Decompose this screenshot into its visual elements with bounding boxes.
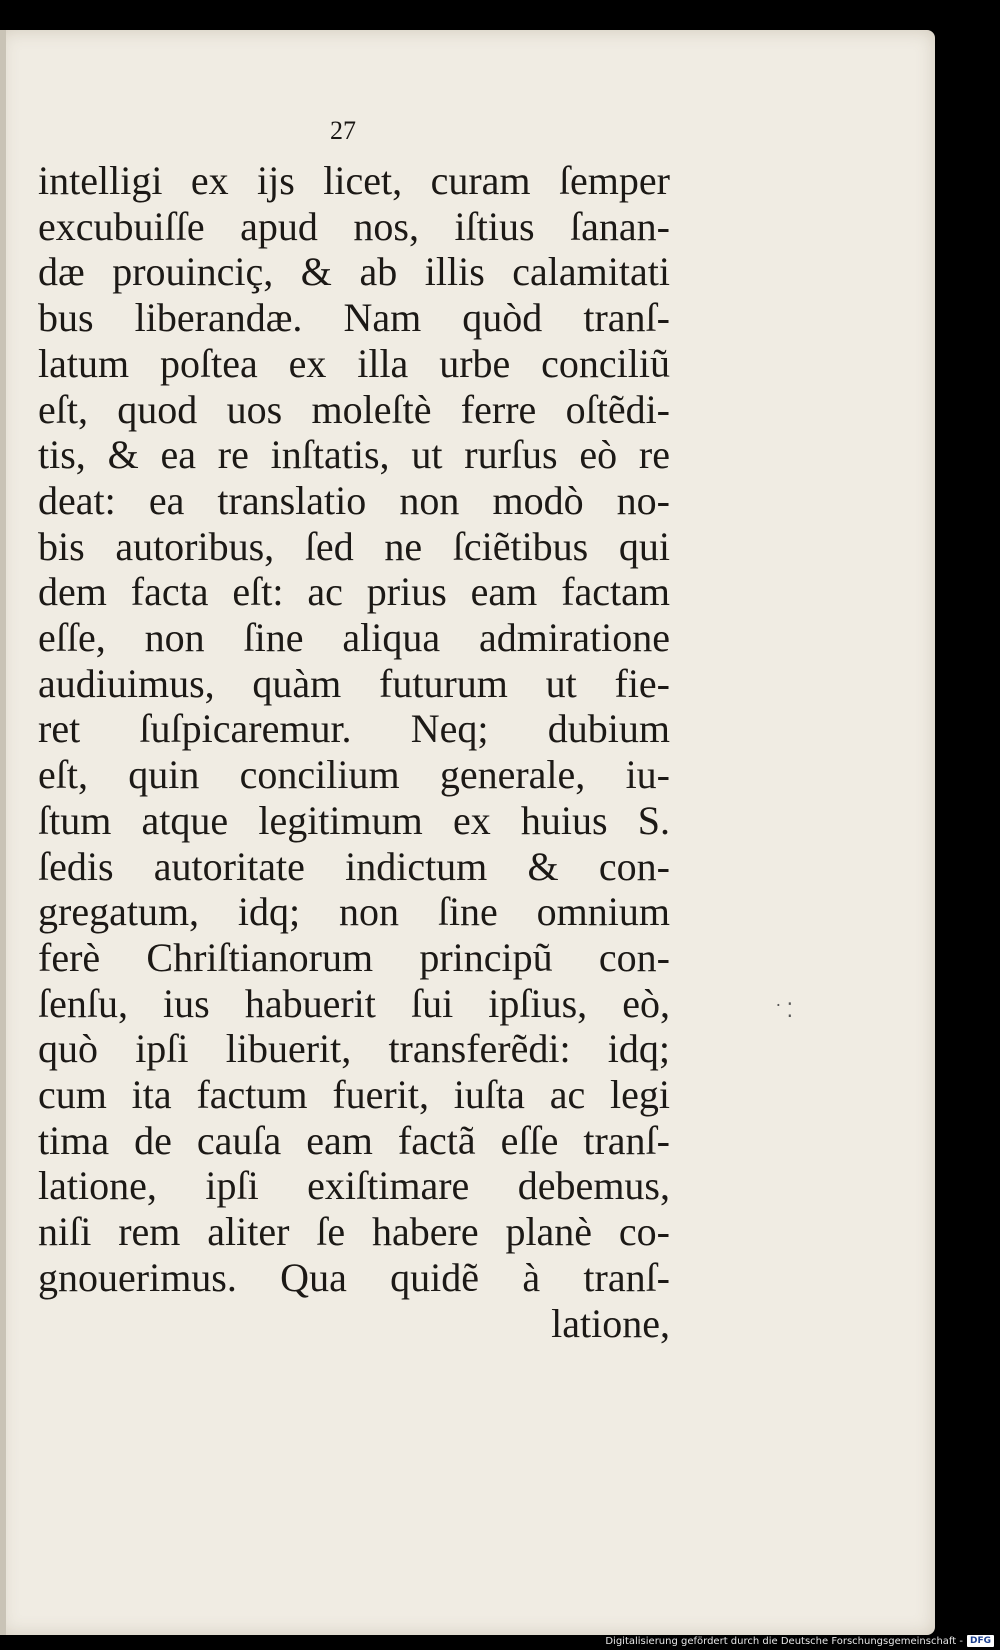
text-line: quò ipſi libuerit, transferẽdi: idq; [38, 1026, 670, 1072]
text-line: tis, & ea re inſtatis, ut rurſus eò re [38, 432, 670, 478]
page-number: 27 [330, 116, 356, 145]
text-line: excubuiſſe apud nos, iſtius ſanan- [38, 203, 670, 249]
text-line: bis autoribus, ſed ne ſciẽtibus qui [38, 523, 670, 569]
text-line: ſenſu, ius habuerit ſui ipſius, eò, [38, 980, 670, 1026]
text-line: gnouerimus. Qua quidẽ à tranſ- [38, 1254, 670, 1300]
text-line: dem facta eſt: ac prius eam factam [38, 569, 670, 615]
text-line: audiuimus, quàm futurum ut fie- [38, 660, 670, 706]
text-line: latum poſtea ex illa urbe conciliũ [38, 340, 670, 386]
text-line: ret ſuſpicaremur. Neq; dubium [38, 706, 670, 752]
dfg-logo: DFG [967, 1635, 994, 1647]
margin-mark: ˙ ⁚ [775, 1000, 794, 1022]
text-line: eſt, quod uos moleſtè ferre oſtẽdi- [38, 386, 670, 432]
text-line: deat: ea translatio non modò no- [38, 477, 670, 523]
text-line: gregatum, idq; non ſine omnium [38, 889, 670, 935]
text-line: cum ita factum fuerit, iuſta ac legi [38, 1072, 670, 1118]
text-line: eſſe, non ſine aliqua admiratione [38, 615, 670, 661]
footer-text: Digitalisierung gefördert durch die Deutsche Forschungsgemeinschaft - [605, 1635, 963, 1647]
catchword: latione, [551, 1300, 670, 1346]
text-line: ferè Chriſtianorum principũ con- [38, 934, 670, 980]
text-line: latione, ipſi exiſtimare debemus, [38, 1163, 670, 1209]
text-line: tima de cauſa eam factã eſſe tranſ- [38, 1117, 670, 1163]
text-line: ſtum atque legitimum ex huius S. [38, 797, 670, 843]
text-line: intelligi ex ijs licet, curam ſemper [38, 158, 670, 203]
text-line: ſedis autoritate indictum & con- [38, 843, 670, 889]
text-block [38, 158, 670, 1346]
footer [605, 1634, 994, 1648]
text-line: bus liberandæ. Nam quòd tranſ- [38, 295, 670, 341]
text-line: dæ prouinciç, & ab illis calamitati [38, 249, 670, 295]
text-line: niſi rem aliter ſe habere planè co- [38, 1209, 670, 1255]
text-line: eſt, quin concilium generale, iu- [38, 752, 670, 798]
page-edge [0, 30, 6, 1635]
